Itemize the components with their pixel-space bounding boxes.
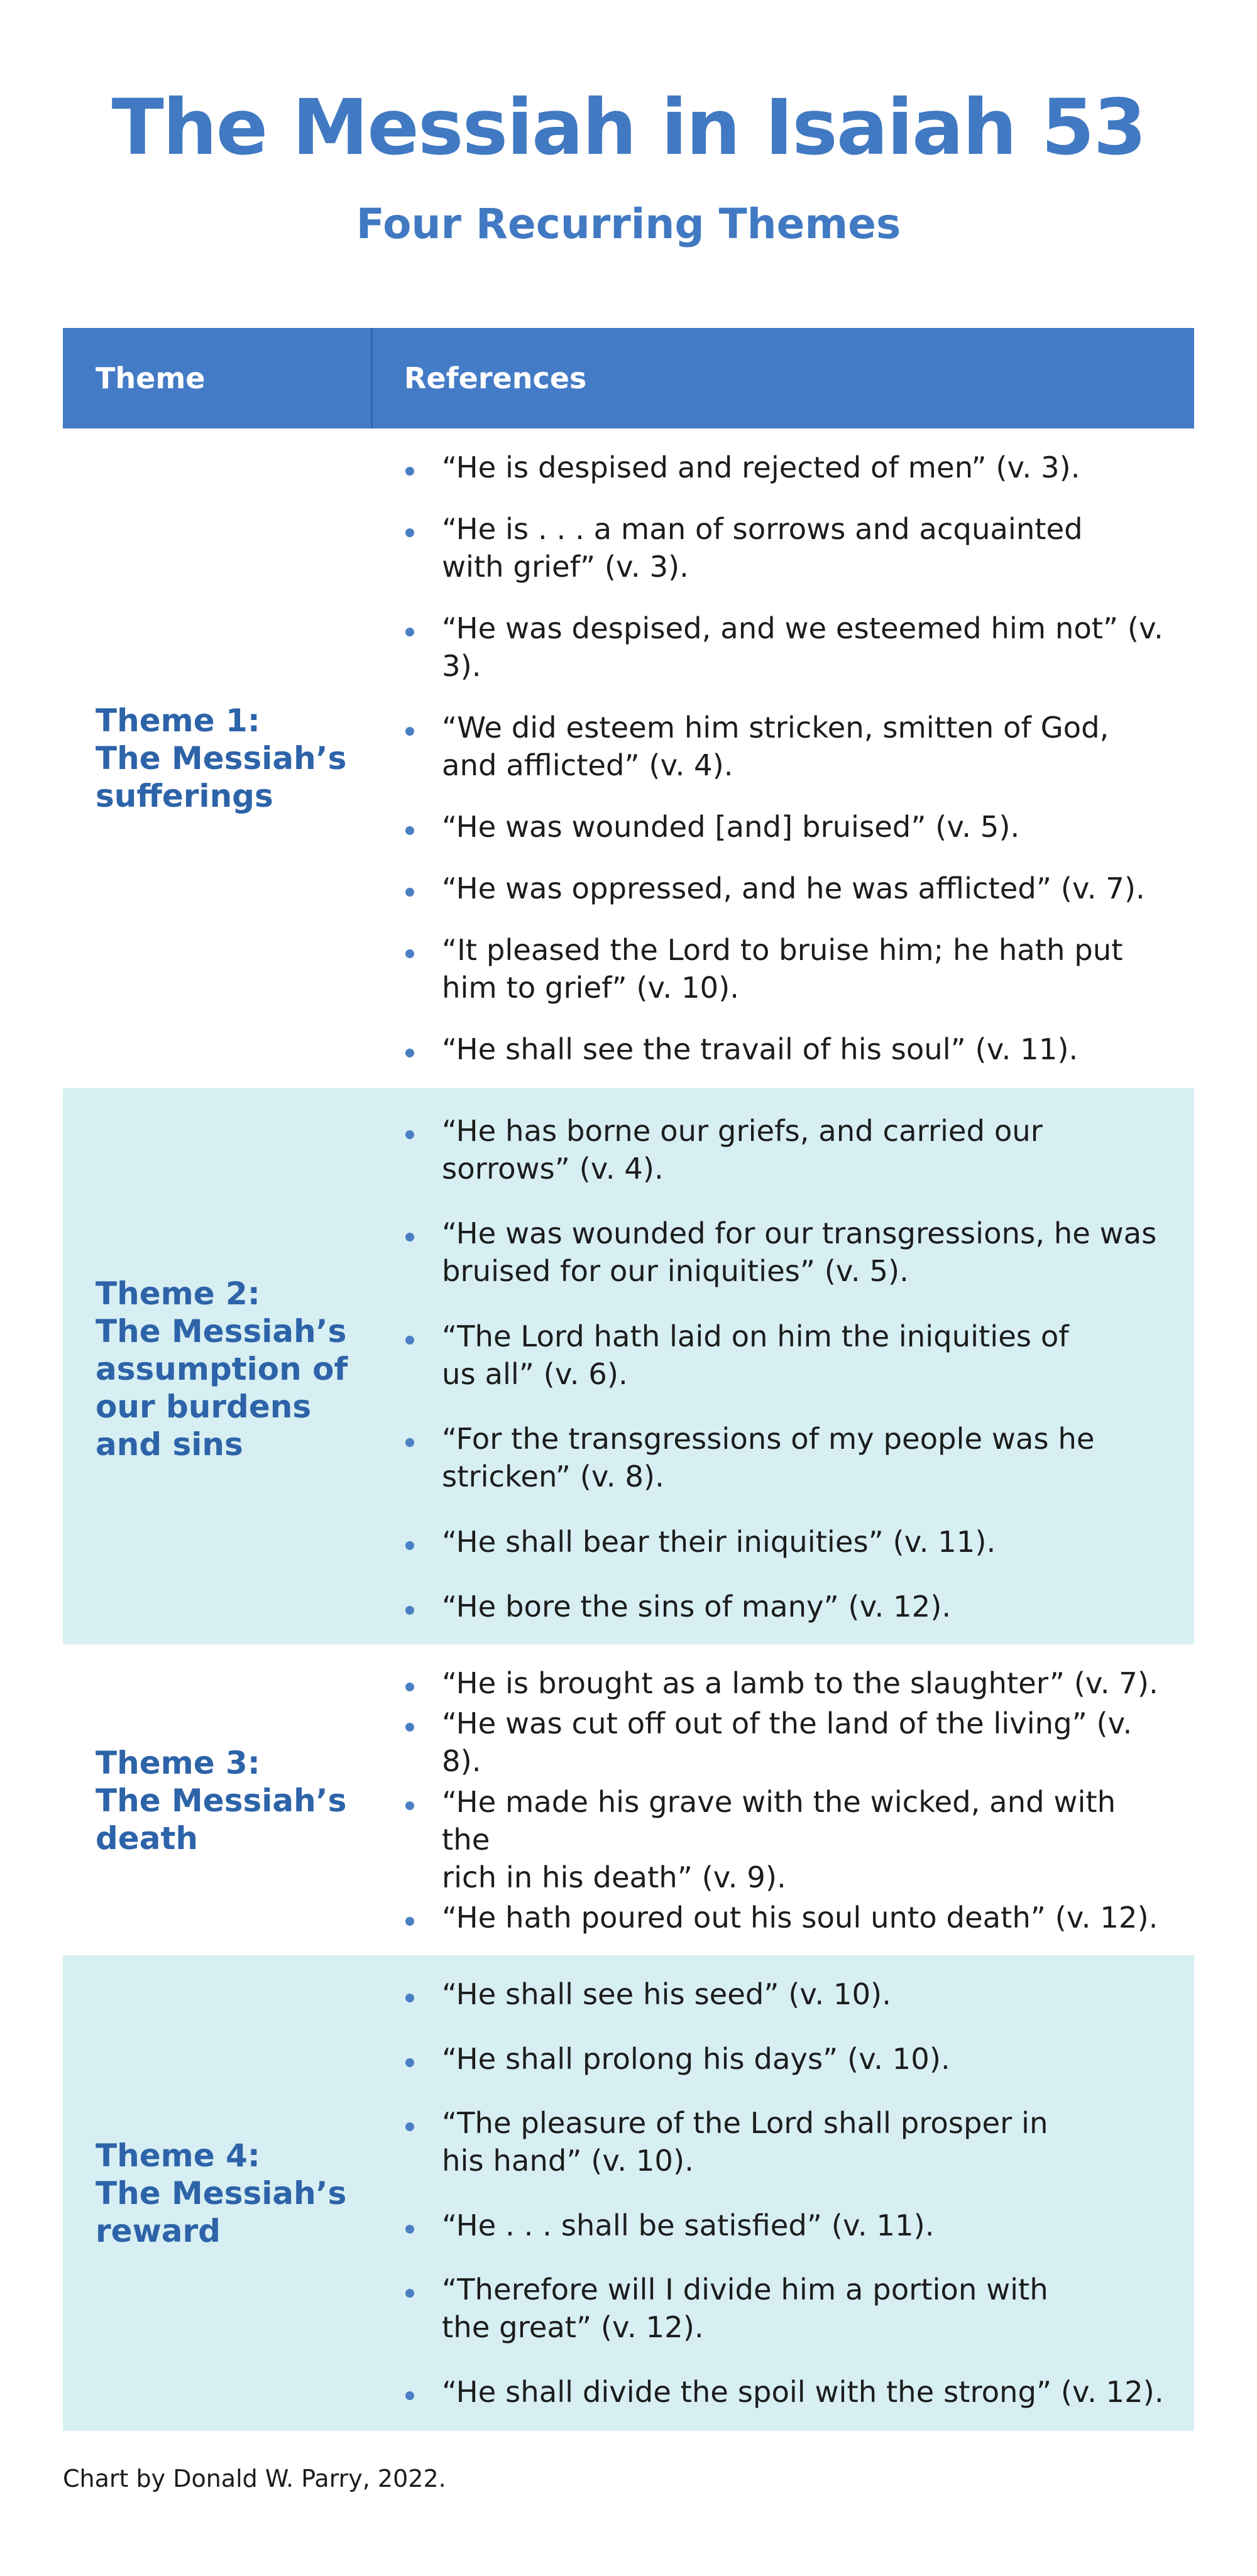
- table-header: [63, 328, 1194, 428]
- theme-4-name: The Messiah’s reward: [96, 2175, 347, 2249]
- list-item: [405, 2040, 1169, 2078]
- reference-text: “He is brought as a lamb to the slaughter” (v. 7).: [442, 1666, 1158, 1700]
- list-item: [405, 1975, 1169, 2013]
- list-item: [405, 2373, 1169, 2411]
- bullet-icon: [405, 1994, 414, 2002]
- theme-1-references: [373, 449, 1194, 1068]
- reference-text: “He shall see the travail of his soul” (v. 11).: [442, 1032, 1079, 1066]
- reference-text: “He is despised and rejected of men” (v. 3).: [442, 450, 1080, 484]
- reference-text: “He shall bear their iniquities” (v. 11).: [442, 1524, 996, 1559]
- theme-row-4: [63, 1955, 1194, 2431]
- list-item: [405, 808, 1169, 846]
- theme-1-number: Theme 1:: [96, 702, 260, 739]
- theme-1-cell: [63, 449, 373, 1068]
- theme-2-number: Theme 2:: [96, 1275, 260, 1312]
- reference-text: “He bore the sins of many” (v. 12).: [442, 1589, 952, 1624]
- list-item: [405, 1318, 1169, 1393]
- header-references: References: [404, 361, 587, 395]
- theme-2-name: The Messiah’s assumption of our burdens and sins: [96, 1313, 348, 1463]
- chart-credit: Chart by Donald W. Parry, 2022.: [63, 2465, 446, 2492]
- list-item: [405, 1899, 1169, 1936]
- bullet-icon: [405, 2058, 414, 2067]
- theme-3-references: [373, 1664, 1194, 1936]
- reference-text: “He made his grave with the wicked, and with the rich in his death” (v. 9).: [442, 1784, 1116, 1894]
- bullet-icon: [405, 2122, 414, 2131]
- reference-text: “He was wounded for our transgressions, he was bruised for our iniquities” (v. 5).: [442, 1216, 1157, 1289]
- reference-text: “It pleased the Lord to bruise him; he hath put him to grief” (v. 10).: [442, 933, 1123, 1005]
- bullet-icon: [405, 826, 414, 835]
- reference-text: “He was wounded [and] bruised” (v. 5).: [442, 810, 1020, 844]
- bullet-icon: [405, 727, 414, 736]
- list-item: [405, 1214, 1169, 1290]
- bullet-icon: [405, 528, 414, 537]
- reference-text: “He has borne our griefs, and carried our sorrows” (v. 4).: [442, 1114, 1043, 1186]
- header-theme: Theme: [63, 328, 373, 428]
- list-item: [405, 2207, 1169, 2244]
- reference-text: “For the transgressions of my people was he stricken” (v. 8).: [442, 1422, 1095, 1494]
- bullet-icon: [405, 949, 414, 958]
- reference-text: “He is . . . a man of sorrows and acquainted with grief” (v. 3).: [442, 512, 1083, 584]
- reference-text: “We did esteem him stricken, smitten of God, and afflicted” (v. 4).: [442, 711, 1109, 782]
- theme-row-2: [63, 1088, 1194, 1644]
- list-item: [405, 1588, 1169, 1625]
- reference-text: “The pleasure of the Lord shall prosper in his hand” (v. 10).: [442, 2106, 1048, 2178]
- theme-3-number: Theme 3:: [96, 1744, 260, 1781]
- list-item: [405, 931, 1169, 1007]
- reference-text: “He shall divide the spoil with the strong” (v. 12).: [442, 2374, 1164, 2409]
- list-item: [405, 449, 1169, 486]
- bullet-icon: [405, 1438, 414, 1447]
- bullet-icon: [405, 888, 414, 897]
- list-item: [405, 1705, 1169, 1780]
- list-item: [405, 1523, 1169, 1561]
- page-subtitle: Four Recurring Themes: [356, 200, 901, 248]
- theme-row-1: [63, 428, 1194, 1088]
- reference-text: “He hath poured out his soul unto death” (v. 12).: [442, 1900, 1158, 1935]
- list-item: [405, 870, 1169, 907]
- bullet-icon: [405, 1336, 414, 1345]
- list-item: [405, 510, 1169, 586]
- bullet-icon: [405, 467, 414, 476]
- theme-4-number: Theme 4:: [96, 2137, 260, 2174]
- themes-table: [63, 328, 1194, 2431]
- reference-text: “He shall prolong his days” (v. 10).: [442, 2041, 950, 2076]
- theme-row-3: [63, 1644, 1194, 1955]
- theme-4-cell: [63, 1975, 373, 2411]
- reference-text: “He shall see his seed” (v. 10).: [442, 1977, 891, 2011]
- bullet-icon: [405, 2289, 414, 2298]
- page-title: The Messiah in Isaiah 53: [111, 83, 1146, 172]
- reference-text: “He was cut off out of the land of the living” (v. 8).: [442, 1706, 1133, 1779]
- bullet-icon: [405, 1683, 414, 1691]
- theme-3-cell: [63, 1664, 373, 1936]
- bullet-icon: [405, 1917, 414, 1926]
- bullet-icon: [405, 1801, 414, 1810]
- bullet-icon: [405, 628, 414, 636]
- reference-text: “He . . . shall be satisfied” (v. 11).: [442, 2208, 935, 2242]
- bullet-icon: [405, 2225, 414, 2234]
- list-item: [405, 1664, 1169, 1702]
- theme-2-cell: [63, 1112, 373, 1625]
- bullet-icon: [405, 1723, 414, 1732]
- bullet-icon: [405, 1130, 414, 1139]
- bullet-icon: [405, 1606, 414, 1615]
- theme-1-name: The Messiah’s sufferings: [96, 740, 347, 814]
- reference-text: “He was despised, and we esteemed him not” (v. 3).: [442, 611, 1163, 683]
- theme-3-name: The Messiah’s death: [96, 1782, 347, 1857]
- list-item: [405, 2271, 1169, 2346]
- bullet-icon: [405, 1049, 414, 1057]
- list-item: [405, 609, 1169, 685]
- list-item: [405, 1783, 1169, 1896]
- list-item: [405, 2104, 1169, 2180]
- bullet-icon: [405, 2391, 414, 2400]
- reference-text: “The Lord hath laid on him the iniquities of us all” (v. 6).: [442, 1319, 1069, 1391]
- bullet-icon: [405, 1541, 414, 1550]
- theme-4-references: [373, 1975, 1194, 2411]
- reference-text: “He was oppressed, and he was afflicted” (v. 7).: [442, 871, 1145, 905]
- theme-2-references: [373, 1112, 1194, 1625]
- list-item: [405, 1420, 1169, 1495]
- list-item: [405, 709, 1169, 784]
- bullet-icon: [405, 1233, 414, 1242]
- list-item: [405, 1112, 1169, 1187]
- list-item: [405, 1030, 1169, 1068]
- reference-text: “Therefore will I divide him a portion with the great” (v. 12).: [442, 2273, 1048, 2345]
